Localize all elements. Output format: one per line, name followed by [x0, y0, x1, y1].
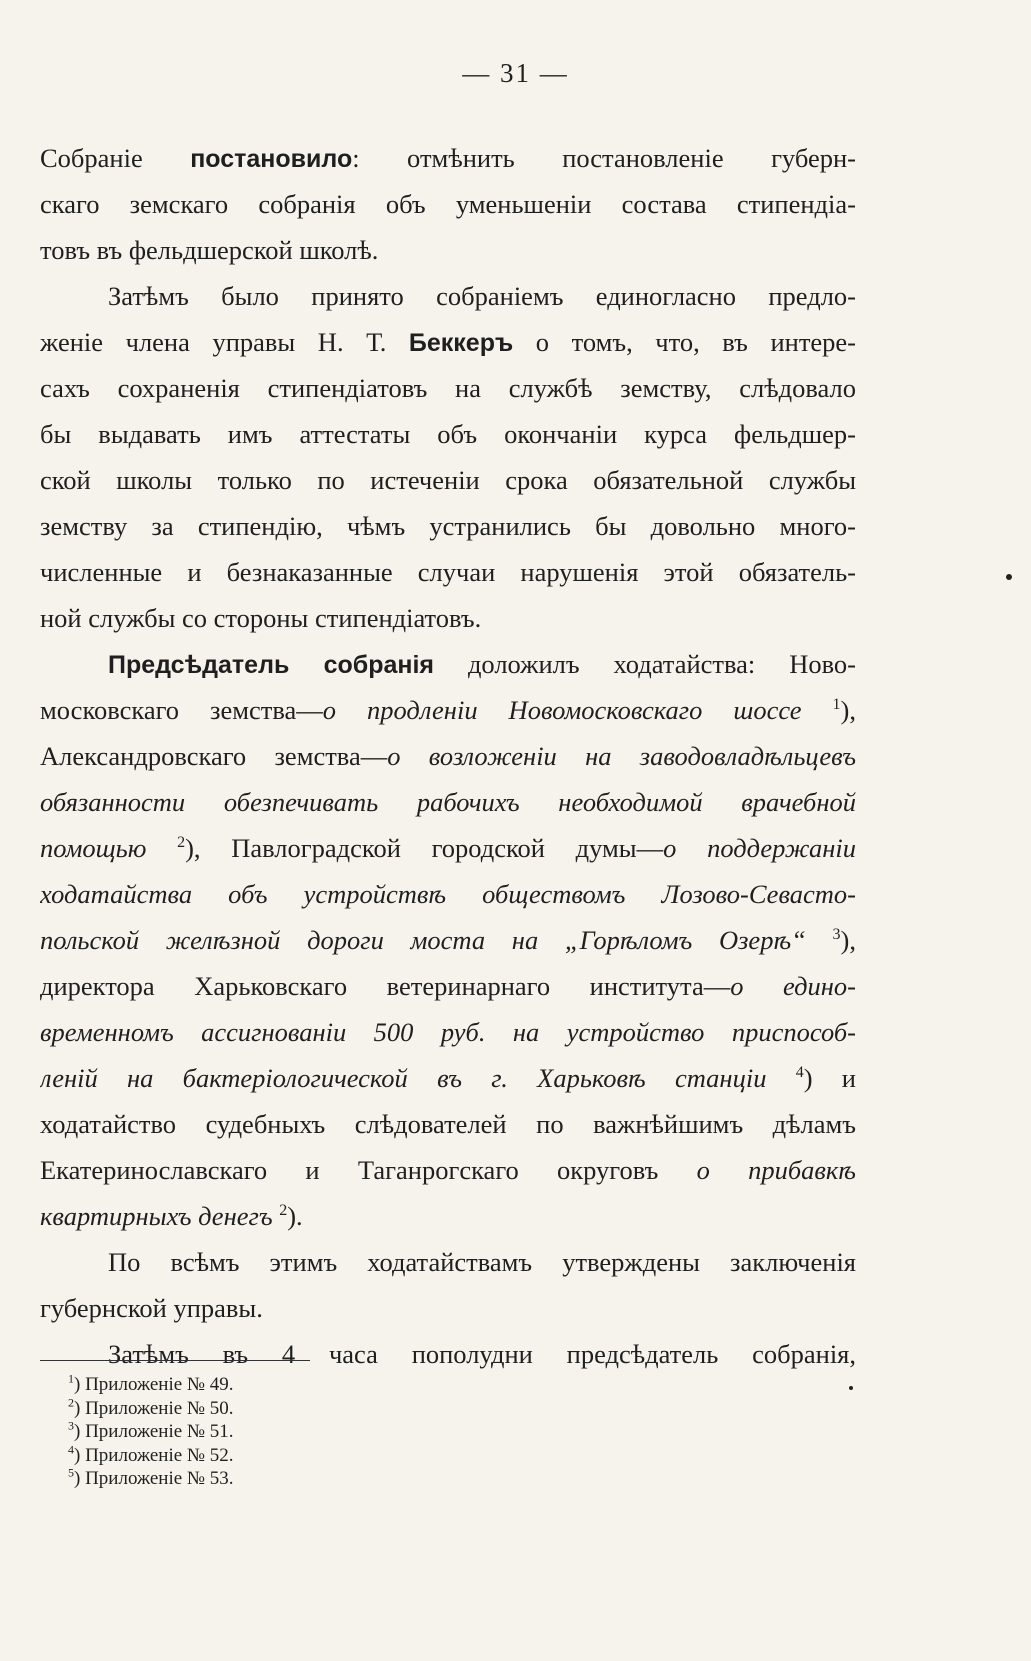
- italic-text: польской желѣзной дороги моста на „Горѣломъ Озерѣ“: [40, 925, 806, 955]
- italic-text: о едино-: [730, 971, 856, 1001]
- text-line: [40, 733, 856, 779]
- text-run: ходатайство судебныхъ слѣдователей по важнѣйшимъ дѣламъ: [40, 1109, 856, 1139]
- italic-text: о продленіи Новомосковскаго шоссе: [322, 695, 802, 725]
- bold-text: Предсѣдатель собранія: [108, 651, 435, 679]
- text-line: [40, 1009, 856, 1055]
- text-run: доложилъ ходатайства: Ново-: [434, 649, 856, 679]
- text-line: [40, 135, 856, 181]
- text-line: [40, 1285, 856, 1331]
- footnote-text: ) Приложеніе № 52.: [74, 1444, 234, 1466]
- footnote-item: [68, 1397, 234, 1421]
- text-run: сахъ сохраненія стипендіатовъ на службѣ земству, слѣдовало: [40, 373, 856, 403]
- text-run: о томъ, что, въ интере-: [513, 327, 856, 357]
- text-line: [40, 871, 856, 917]
- text-line: [40, 411, 856, 457]
- footnote-mark: 2: [68, 1395, 74, 1410]
- text-run: [802, 695, 833, 725]
- text-run: Собраніе: [40, 143, 191, 173]
- text-run: женіе члена управы Н. Т.: [40, 327, 409, 357]
- text-run: ).: [287, 1201, 303, 1231]
- text-line: [40, 1331, 856, 1377]
- footnote-ref: 3: [832, 926, 841, 944]
- italic-text: временномъ ассигнованіи 500 руб. на устройство приспособ-: [40, 1017, 856, 1047]
- ink-speck: [849, 1386, 853, 1390]
- italic-text: ходатайства объ устройствѣ обществомъ Лозово-Севасто-: [40, 879, 856, 909]
- text-line: [40, 319, 856, 365]
- text-run: По всѣмъ этимъ ходатайствамъ утверждены заключенія: [108, 1247, 856, 1277]
- text-run: [146, 833, 177, 863]
- footnote-text: ) Приложеніе № 49.: [74, 1374, 234, 1395]
- text-run: Александровскаго земства—: [40, 741, 388, 771]
- text-run: Затѣмъ въ 4 часа пополудни предсѣдатель собранія,: [108, 1339, 856, 1369]
- footnote-ref: 2: [177, 834, 186, 852]
- text-line: [40, 825, 856, 871]
- footnote-ref: 4: [795, 1064, 804, 1082]
- text-run: московскаго земства—: [40, 695, 323, 725]
- text-line: [40, 227, 856, 273]
- italic-text: леній на бактеріологической въ г. Харьковѣ станціи: [40, 1063, 767, 1093]
- text-run: численные и безнаказанные случаи нарушенія этой обязатель-: [40, 557, 856, 587]
- text-line: [40, 1193, 856, 1239]
- text-line: [40, 365, 856, 411]
- ink-speck: [1006, 574, 1012, 580]
- text-line: [40, 687, 856, 733]
- text-run: ),: [840, 925, 856, 955]
- text-line: [40, 917, 856, 963]
- main-text: [40, 135, 856, 1377]
- footnote-text: ) Приложеніе № 51.: [74, 1421, 234, 1442]
- text-run: земству за стипендію, чѣмъ устранились бы довольно много-: [40, 511, 856, 541]
- footnote-item: [68, 1467, 234, 1491]
- text-run: скаго земскаго собранія объ уменьшеніи состава стипендіа-: [40, 189, 856, 219]
- text-line: [40, 457, 856, 503]
- text-run: ),: [840, 695, 856, 725]
- italic-text: о прибавкѣ: [696, 1155, 856, 1185]
- footnote-item: [68, 1420, 234, 1444]
- text-run: ), Павлоградской городской думы—: [185, 833, 664, 863]
- text-line: [40, 779, 856, 825]
- text-line: [40, 181, 856, 227]
- text-line: [40, 1055, 856, 1101]
- text-run: Екатеринославскаго и Таганрогскаго округовъ: [40, 1155, 697, 1185]
- bold-text: постановило: [190, 145, 353, 173]
- text-run: : отмѣнить постановленіе губерн-: [352, 143, 856, 173]
- text-line: [40, 549, 856, 595]
- footnote-item: [68, 1373, 234, 1397]
- text-line: [40, 1101, 856, 1147]
- text-line: [40, 273, 856, 319]
- footnote-mark: 1: [68, 1371, 74, 1386]
- text-run: товъ въ фельдшерской школѣ.: [40, 235, 379, 265]
- text-run: ) и: [803, 1063, 856, 1093]
- italic-text: обязанности обезпечивать рабочихъ необходимой врачебной: [40, 787, 856, 817]
- footnote-mark: 4: [68, 1442, 74, 1457]
- text-line: [40, 641, 856, 687]
- footnotes: [68, 1373, 234, 1491]
- text-run: [766, 1063, 795, 1093]
- text-line: [40, 595, 856, 641]
- italic-text: о возложеніи на заводовладѣльцевъ: [387, 741, 856, 771]
- text-line: [40, 1239, 856, 1285]
- footnote-item: [68, 1444, 234, 1468]
- bold-text: Беккеръ: [408, 329, 514, 357]
- italic-text: квартирныхъ денегъ: [40, 1201, 273, 1231]
- footnote-rule: [40, 1360, 310, 1361]
- text-run: Затѣмъ было принято собраніемъ единогласно предло-: [108, 281, 856, 311]
- footnote-mark: 5: [68, 1465, 74, 1480]
- text-line: [40, 503, 856, 549]
- footnote-ref: 1: [832, 696, 841, 714]
- footnote-text: ) Приложеніе № 53.: [74, 1468, 234, 1489]
- footnote-text: ) Приложеніе № 50.: [74, 1397, 234, 1419]
- text-run: губернской управы.: [40, 1293, 263, 1323]
- footnote-ref: 2: [279, 1202, 288, 1220]
- footnote-mark: 3: [68, 1418, 74, 1433]
- text-run: ской школы только по истеченіи срока обязательной службы: [40, 465, 856, 495]
- text-run: ной службы со стороны стипендіатовъ.: [40, 603, 482, 633]
- text-run: бы выдавать имъ аттестаты объ окончаніи курса фельдшер-: [40, 419, 856, 449]
- text-run: [806, 925, 833, 955]
- italic-text: помощью: [40, 833, 147, 863]
- italic-text: о поддержаніи: [663, 833, 856, 863]
- text-run: директора Харьковскаго ветеринарнаго института—: [40, 971, 731, 1001]
- page-number: — 31 —: [462, 58, 569, 88]
- text-line: [40, 963, 856, 1009]
- text-line: [40, 1147, 856, 1193]
